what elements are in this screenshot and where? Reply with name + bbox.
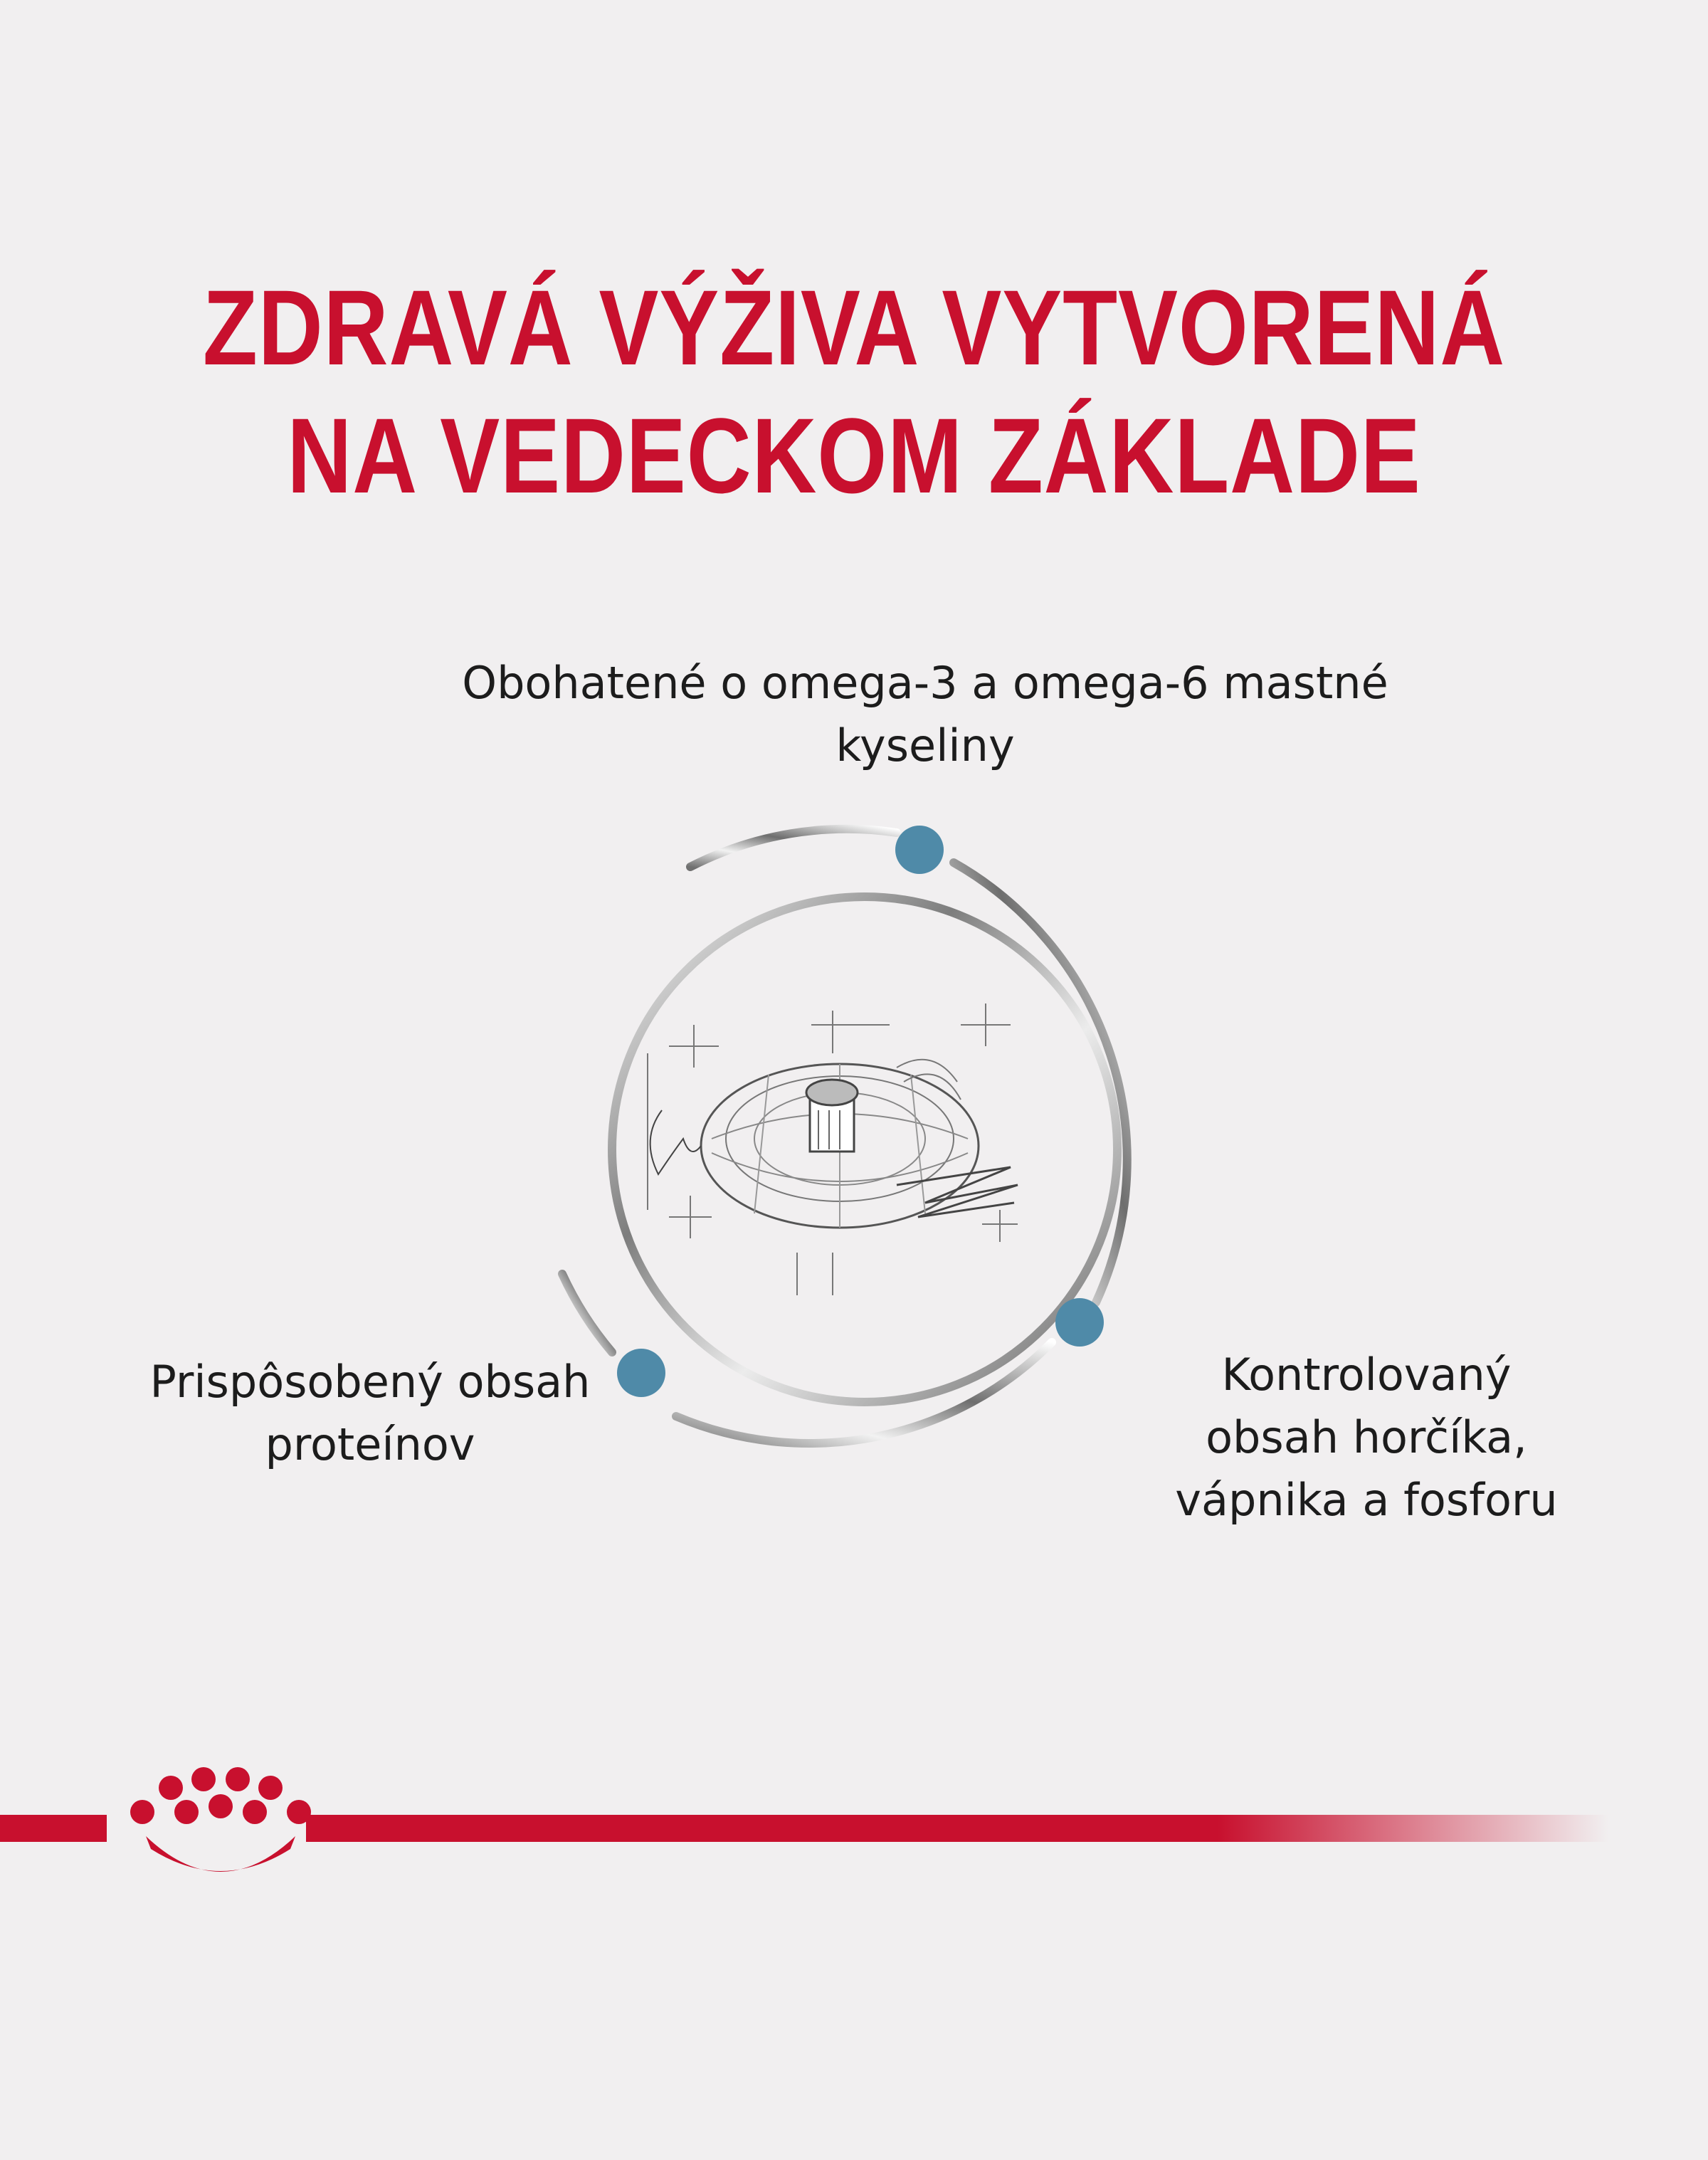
footer-bar-right	[306, 1815, 1608, 1842]
feature-minerals-line-2: obsah horčíka,	[1206, 1411, 1527, 1463]
feature-minerals-line-1: Kontrolovaný	[1221, 1349, 1512, 1401]
feature-omega-line-2: kyseliny	[835, 720, 1015, 771]
feature-protein-line-2: proteínov	[265, 1418, 475, 1470]
cat-curled-sketch-icon	[648, 1003, 1018, 1295]
royal-canin-crown-logo	[130, 1767, 311, 1872]
footer-bar-left	[0, 1815, 107, 1842]
title-line-1: ZDRAVÁ VÝŽIVA VYTVORENÁ	[202, 268, 1506, 387]
dot-left	[617, 1349, 665, 1397]
feature-omega-line-1: Obohatené o omega-3 a omega-6 mastné	[462, 657, 1388, 709]
feature-minerals-line-3: vápnika a fosforu	[1175, 1474, 1558, 1526]
feature-protein-line-1: Prispôsobený obsah	[149, 1356, 591, 1408]
dot-top	[895, 826, 944, 874]
dot-right	[1055, 1298, 1104, 1347]
title-line-2: NA VEDECKOM ZÁKLADE	[287, 396, 1421, 515]
